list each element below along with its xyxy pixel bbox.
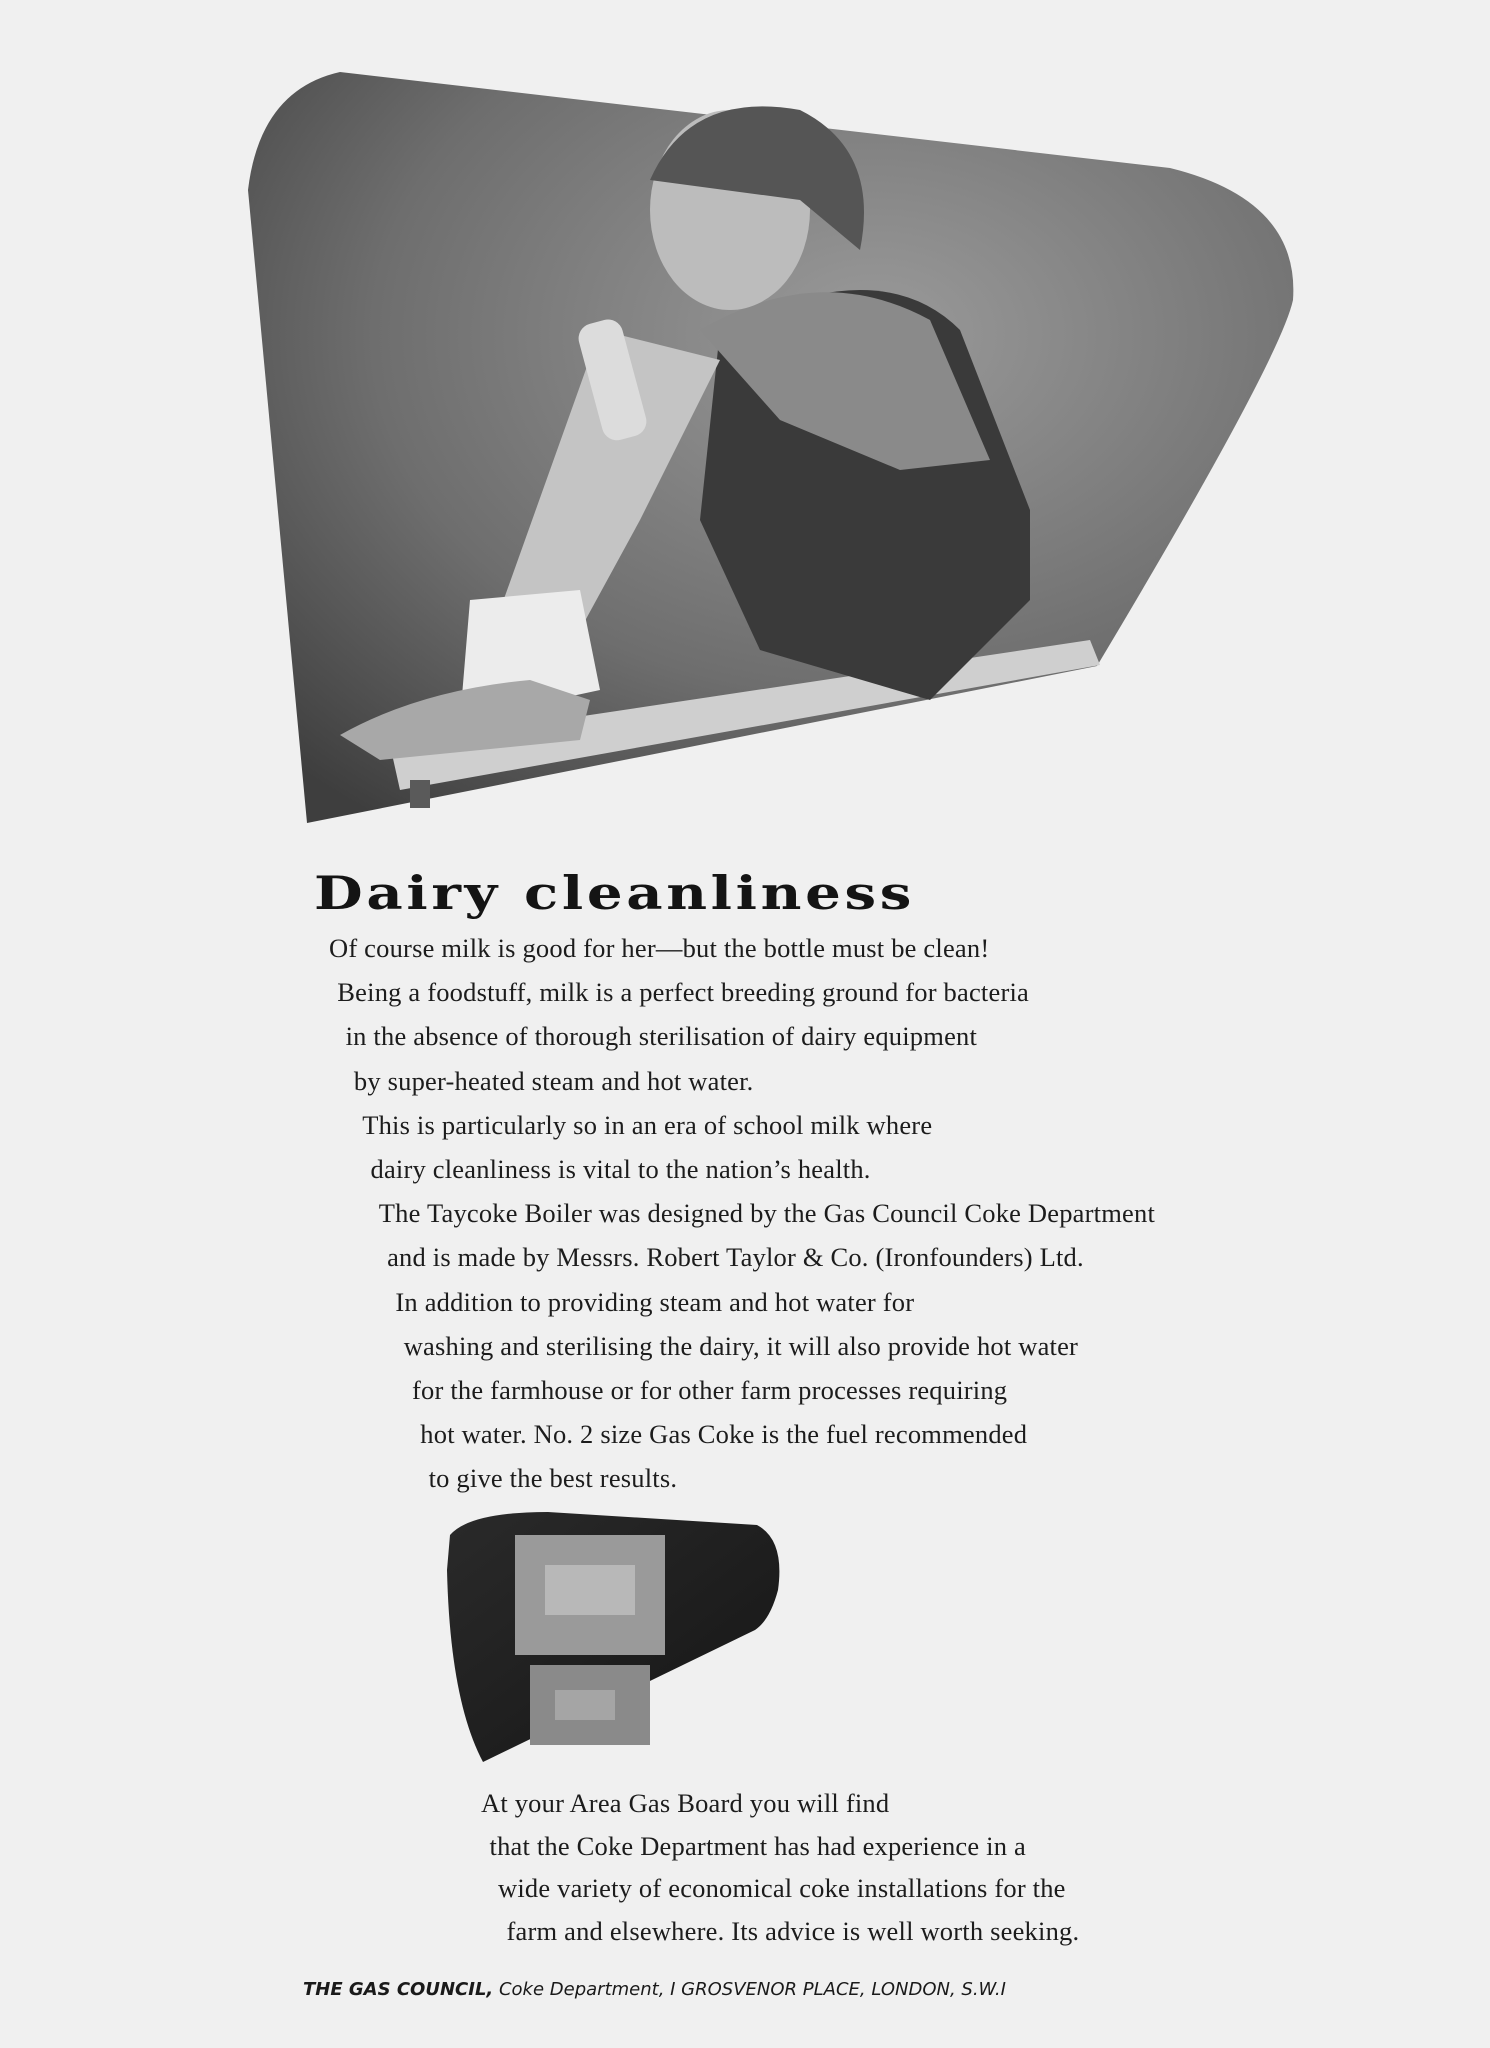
text-line: that the Coke Department has had experience in a [489, 1830, 1026, 1861]
text-line: farm and elsewhere. Its advice is well worth seeking. [506, 1915, 1080, 1946]
text-line: hot water. No. 2 size Gas Coke is the fuel recommended [420, 1419, 1028, 1450]
footer-org: THE GAS COUNCIL, [303, 1979, 494, 2000]
text-line: In addition to providing steam and hot water for [395, 1286, 915, 1317]
text-line: Being a foodstuff, milk is a perfect breeding ground for bacteria [337, 977, 1030, 1008]
text-line: Of course milk is good for her—but the bottle must be clean! [329, 933, 990, 963]
text-line: The Taycoke Boiler was designed by the Gas Council Coke Department [378, 1198, 1156, 1229]
text-line: wide variety of economical coke installations for the [498, 1873, 1066, 1903]
text-line: for the farmhouse or for other farm processes requiring [412, 1375, 1008, 1405]
headline: Dairy cleanliness [314, 866, 915, 920]
boiler-photo [447, 1512, 779, 1762]
text-line: washing and sterilising the dairy, it will also provide hot water [403, 1330, 1079, 1361]
footer-address [303, 1979, 1006, 2000]
text-line: At your Area Gas Board you will find [481, 1788, 890, 1818]
text-line: to give the best results. [428, 1463, 678, 1494]
text-line: and is made by Messrs. Robert Taylor & Co. (Ironfounders) Ltd. [387, 1242, 1084, 1273]
footer-address-text: Coke Department, I GROSVENOR PLACE, LONDON, S.W.I [493, 1979, 1006, 2000]
text-line: This is particularly so in an era of school milk where [362, 1109, 933, 1140]
girl-photo [248, 72, 1293, 823]
text-line: by super-heated steam and hot water. [353, 1065, 754, 1096]
text-line: dairy cleanliness is vital to the nation’s health. [370, 1154, 871, 1184]
text-line: in the absence of thorough sterilisation of dairy equipment [345, 1021, 978, 1052]
